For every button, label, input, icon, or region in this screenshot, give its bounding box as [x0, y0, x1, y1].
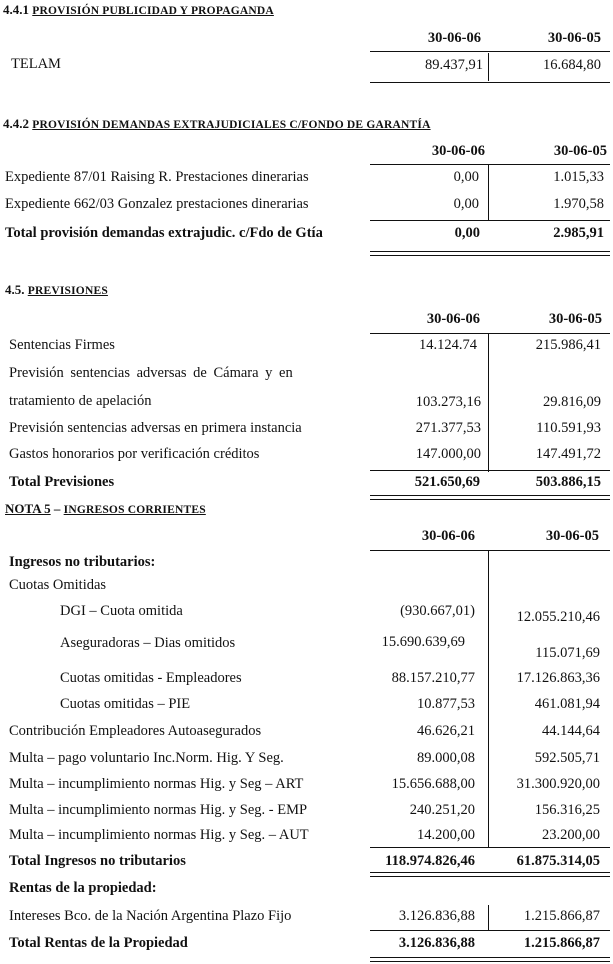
col-header-2006: 30-06-06: [421, 528, 475, 544]
col-divider: [488, 551, 489, 847]
row-label: Expediente 662/03 Gonzalez prestaciones dinerarias: [5, 196, 309, 212]
row-value-2005: 110.591,93: [536, 420, 601, 436]
row-value-2005: 31.300.920,00: [516, 776, 600, 792]
row-value-2005: 215.986,41: [535, 337, 601, 353]
col-header-2006: 30-06-06: [427, 30, 481, 46]
col-header-2005: 30-06-05: [545, 528, 599, 544]
section-442-heading: [3, 116, 431, 132]
row-value-2005: 1.015,33: [553, 169, 604, 185]
row-label: Gastos honorarios por verificación créditos: [9, 446, 260, 462]
total-label: Total provisión demandas extrajudic. c/Fdo de Gtía: [5, 225, 323, 241]
row-value-2006: 15.690.639,69: [381, 634, 465, 650]
row-value-2006: 271.377,53: [415, 420, 481, 436]
nota-dash: –: [50, 501, 64, 516]
total-label: Total Rentas de la Propiedad: [9, 935, 188, 951]
nota5-heading: [5, 501, 206, 517]
row-label: DGI – Cuota omitida: [60, 603, 183, 619]
subgroup-label: Cuotas Omitidas: [9, 577, 107, 593]
row-label: Multa – incumplimiento normas Hig. y Seg. – AUT: [9, 827, 309, 843]
header-rule: [370, 550, 610, 551]
row-label: Previsión sentencias adversas en primera instancia: [9, 420, 302, 436]
total-double-rule: [370, 495, 610, 500]
total-label: Total Ingresos no tributarios: [9, 853, 186, 869]
row-label: TELAM: [11, 56, 61, 72]
row-value-2006: (930.667,01): [400, 603, 475, 619]
row-value-2005: 44.144,64: [542, 723, 600, 739]
total-double-rule: [370, 872, 610, 877]
row-value-2006: 10.877,53: [417, 696, 475, 712]
total-value-2006: 521.650,69: [414, 474, 480, 490]
section-45-heading: [5, 282, 108, 298]
row-value-2006: 89.000,08: [417, 750, 475, 766]
total-double-rule: [370, 957, 610, 962]
row-value-2006: 3.126.836,88: [398, 908, 475, 924]
section-number: 4.4.2: [3, 116, 29, 131]
row-label: Contribución Empleadores Autoasegurados: [9, 723, 262, 739]
row-value-2005: 147.491,72: [535, 446, 601, 462]
row-value-2005: 156.316,25: [534, 802, 600, 818]
total-value-2006: 118.974.826,46: [385, 853, 475, 869]
header-rule: [370, 164, 610, 165]
row-value-2005: 1.215.866,87: [523, 908, 600, 924]
subtotal-rule: [370, 930, 610, 931]
section-number: 4.5.: [5, 282, 25, 297]
total-double-rule: [370, 251, 610, 256]
row-value-2005: 29.816,09: [543, 394, 601, 410]
row-label: Multa – pago voluntario Inc.Norm. Hig. Y Seg.: [9, 750, 284, 766]
subtotal-rule: [370, 470, 610, 471]
col-divider: [488, 905, 489, 930]
row-value-2006: 0,00: [453, 196, 479, 212]
row-value-2006: 46.626,21: [417, 723, 475, 739]
row-value-2005: 23.200,00: [542, 827, 600, 843]
row-label: Intereses Bco. de la Nación Argentina Plazo Fijo: [9, 908, 292, 924]
row-label: Cuotas omitidas - Empleadores: [60, 670, 242, 686]
nota-title: INGRESOS CORRIENTES: [63, 504, 206, 516]
row-value-2006: 147.000,00: [415, 446, 481, 462]
group-label: Rentas de la propiedad:: [9, 880, 157, 896]
row-label: Expediente 87/01 Raising R. Prestaciones dinerarias: [5, 169, 309, 185]
col-header-2005: 30-06-05: [553, 143, 607, 159]
header-rule: [370, 51, 610, 52]
row-label: tratamiento de apelación: [9, 393, 152, 409]
row-label: Cuotas omitidas – PIE: [60, 696, 191, 712]
row-label: Previsión sentencias adversas de Cámara y en: [9, 365, 293, 381]
total-value-2005: 2.985,91: [553, 225, 604, 241]
section-title: PROVISIÓN DEMANDAS EXTRAJUDICIALES C/FONDO DE GARANTÍA: [32, 119, 431, 131]
row-label: Multa – incumplimiento normas Hig. y Seg – ART: [9, 776, 304, 792]
row-value-2006: 0,00: [453, 169, 479, 185]
header-rule: [370, 333, 610, 334]
row-value-2006: 240.251,20: [409, 802, 475, 818]
col-header-2006: 30-06-06: [431, 143, 485, 159]
total-value-2005: 61.875.314,05: [516, 853, 600, 869]
row-value-2006: 15.656.688,00: [391, 776, 475, 792]
nota-number: NOTA 5: [5, 501, 51, 516]
row-value-2006: 14.124.74: [419, 337, 477, 353]
total-value-2005: 1.215.866,87: [523, 935, 600, 951]
subtotal-rule: [370, 847, 610, 848]
row-value-2006: 103.273,16: [415, 394, 481, 410]
row-label: Aseguradoras – Dias omitidos: [60, 635, 236, 651]
col-divider: [488, 334, 489, 472]
row-value-2005: 461.081,94: [534, 696, 600, 712]
total-value-2006: 0,00: [454, 225, 480, 241]
col-header-2005: 30-06-05: [547, 30, 601, 46]
section-441-heading: [3, 2, 274, 18]
row-value-2005: 115.071,69: [535, 645, 600, 661]
col-header-2005: 30-06-05: [548, 311, 602, 327]
col-header-2006: 30-06-06: [426, 311, 480, 327]
section-number: 4.4.1: [3, 2, 29, 17]
subtotal-rule: [370, 220, 610, 221]
row-label: Multa – incumplimiento normas Hig. y Seg. - EMP: [9, 802, 308, 818]
row-value-2005: 16.684,80: [543, 57, 601, 73]
row-value-2005: 12.055.210,46: [516, 609, 600, 625]
row-value-2006: 89.437,91: [425, 57, 483, 73]
row-label: Sentencias Firmes: [9, 337, 115, 353]
row-value-2006: 88.157.210,77: [391, 670, 475, 686]
total-label: Total Previsiones: [9, 474, 115, 490]
row-value-2006: 14.200,00: [417, 827, 475, 843]
total-value-2006: 3.126.836,88: [398, 935, 475, 951]
group-label: Ingresos no tributarios:: [9, 554, 156, 570]
section-title: PREVISIONES: [27, 285, 108, 297]
row-value-2005: 1.970,58: [553, 196, 604, 212]
col-divider: [488, 53, 489, 81]
col-divider: [488, 165, 489, 221]
total-rule: [370, 82, 610, 83]
row-value-2005: 592.505,71: [534, 750, 600, 766]
total-value-2005: 503.886,15: [535, 474, 601, 490]
section-title: PROVISIÓN PUBLICIDAD Y PROPAGANDA: [32, 5, 274, 17]
row-value-2005: 17.126.863,36: [516, 670, 600, 686]
